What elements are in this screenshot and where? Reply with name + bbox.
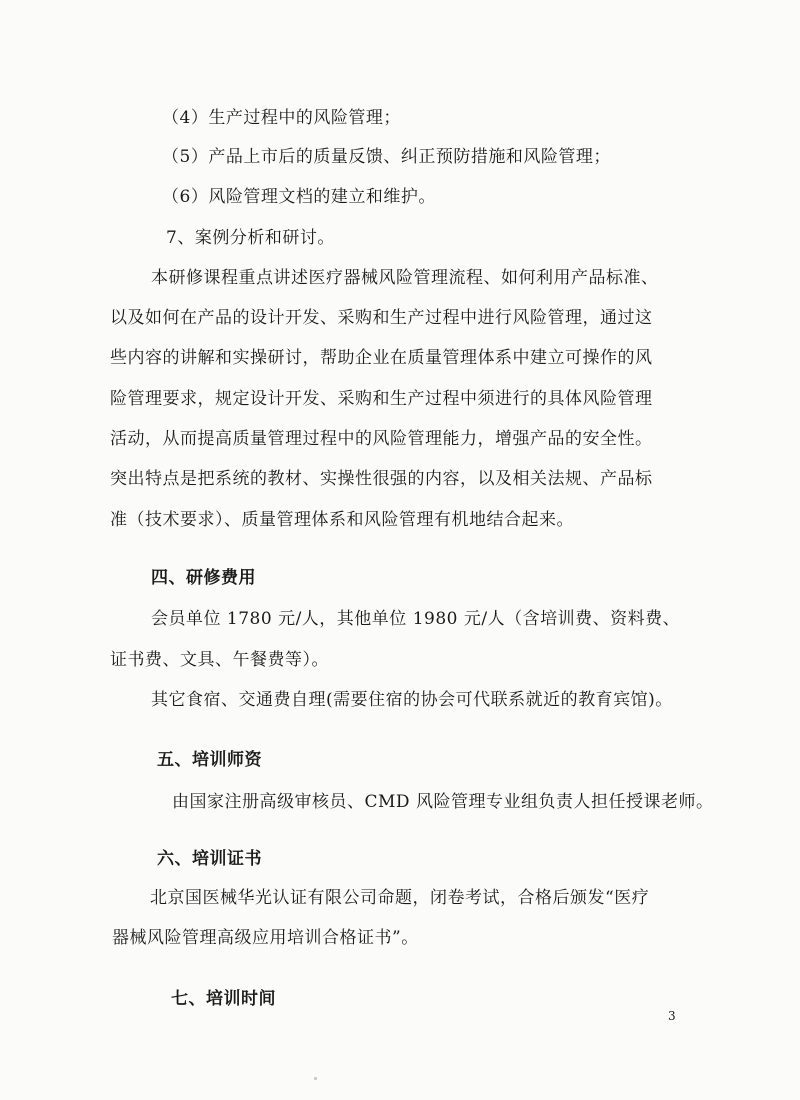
scan-speck <box>314 1077 317 1080</box>
paragraph-line: 由国家注册高级审核员、CMD 风险管理专业组负责人担任授课老师。 <box>172 792 714 812</box>
paragraph-line: 准（技术要求）、质量管理体系和风险管理有机地结合起来。 <box>110 510 574 530</box>
paragraph-line: 北京国医械华光认证有限公司命题，闭卷考试，合格后颁发“医疗 <box>150 888 650 908</box>
paragraph-line: 本研修课程重点讲述医疗器械风险管理流程、如何利用产品标准、 <box>151 268 659 288</box>
paragraph-line: 证书费、文具、午餐费等）。 <box>110 650 329 670</box>
section-heading-fee: 四、研修费用 <box>151 568 256 588</box>
list-item: 7、案例分析和研讨。 <box>166 228 335 248</box>
list-item: （6）风险管理文档的建立和维护。 <box>162 187 436 207</box>
section-heading-time: 七、培训时间 <box>171 989 276 1009</box>
paragraph-line: 器械风险管理高级应用培训合格证书”。 <box>112 928 419 948</box>
section-heading-teachers: 五、培训师资 <box>157 750 262 770</box>
list-item: （5）产品上市后的质量反馈、纠正预防措施和风险管理； <box>162 147 611 167</box>
paragraph-line: 会员单位 1780 元/人，其他单位 1980 元/人（含培训费、资料费、 <box>151 609 681 629</box>
paragraph-line: 以及如何在产品的设计开发、采购和生产过程中进行风险管理，通过这 <box>110 308 653 328</box>
paragraph-line: 些内容的讲解和实操研讨，帮助企业在质量管理体系中建立可操作的风 <box>110 348 653 368</box>
paragraph-line: 突出特点是把系统的教材、实操性很强的内容，以及相关法规、产品标 <box>110 469 653 489</box>
paragraph-line: 活动，从而提高质量管理过程中的风险管理能力，增强产品的安全性。 <box>110 429 653 449</box>
paragraph-line: 险管理要求，规定设计开发、采购和生产过程中须进行的具体风险管理 <box>110 389 653 409</box>
section-heading-certificate: 六、培训证书 <box>157 849 262 869</box>
paragraph-line: 其它食宿、交通费自理(需要住宿的协会可代联系就近的教育宾馆)。 <box>151 690 673 710</box>
page-number: 3 <box>668 1009 676 1023</box>
list-item: （4）生产过程中的风险管理； <box>162 108 401 128</box>
